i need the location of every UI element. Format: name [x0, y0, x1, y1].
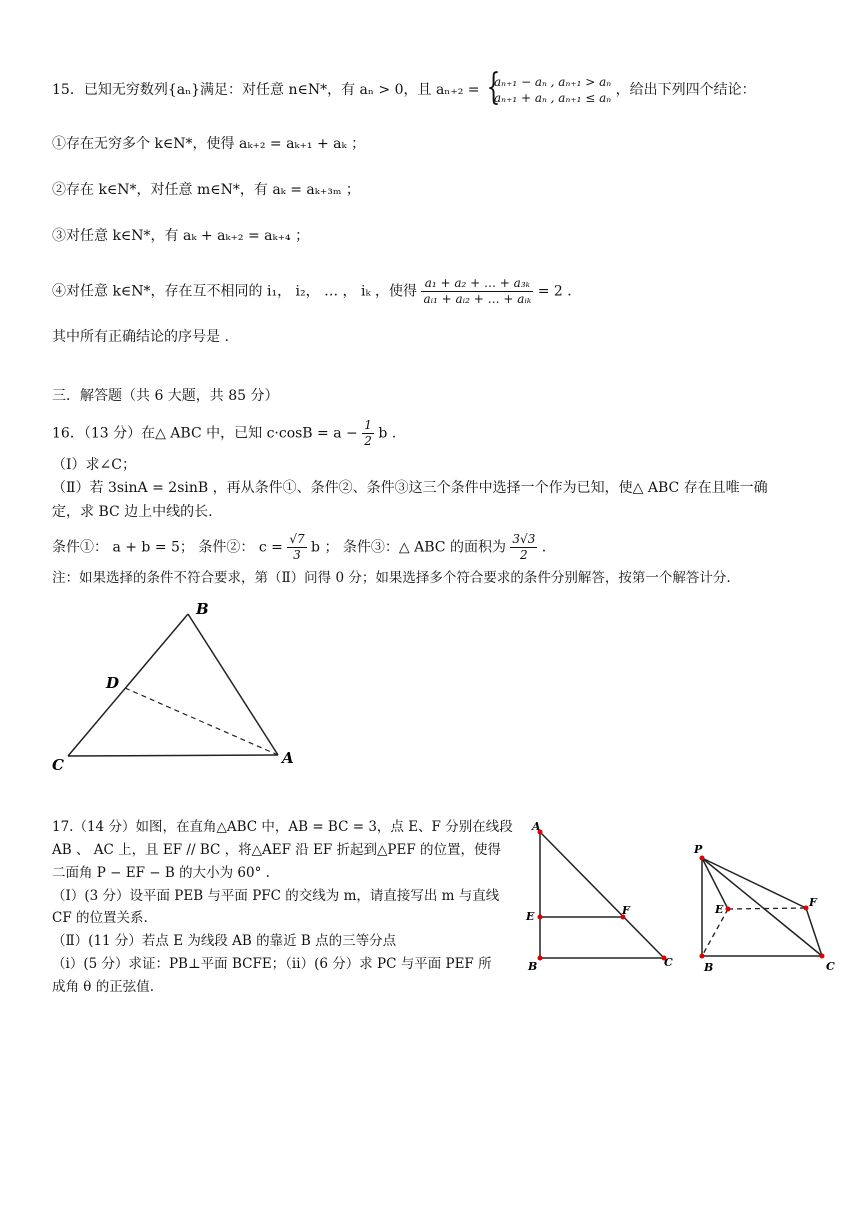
q17-line4: （Ⅰ）(3 分）设平面 PEB 与平面 PFC 的交线为 m，请直接写出 m 与直线 [52, 888, 500, 904]
q15-c4-post: = 2 . [537, 283, 572, 300]
q16-cond2-num: √7 [289, 532, 305, 546]
q15-c4-denominator: aᵢ₁ + aᵢ₂ + … + aᵢₖ [423, 292, 532, 306]
q15-conclusion-3: ③对任意 k∈N*，有 aₖ + aₖ₊₂ = aₖ₊₄ ； [52, 228, 310, 244]
q16-part1: （Ⅰ）求∠C； [52, 457, 136, 473]
q16-cond2-den: 3 [293, 548, 301, 562]
q15-conclusion-1: ①存在无穷多个 k∈N*，使得 aₖ₊₂ = aₖ₊₁ + aₖ ； [52, 136, 366, 152]
q16-triangle-figure [40, 600, 310, 780]
q15-c4-pre: ④对任意 k∈N*，存在互不相同的 i₁， i₂， … ， iₖ ，使得 [52, 283, 418, 300]
q17-line6: （Ⅱ）(11 分）若点 E 为线段 AB 的靠近 B 点的三等分点 [52, 933, 397, 949]
q17-line5: CF 的位置关系. [52, 910, 148, 926]
q16-cond-a: 条件①： a + b = 5； 条件②： c = [52, 539, 283, 556]
label-c: C [664, 956, 673, 969]
q15-case2: aₙ₊₁ + aₙ , aₙ₊₁ ≤ aₙ [494, 91, 612, 105]
q15-case1: { aₙ₊₁ − aₙ , aₙ₊₁ > aₙ [494, 75, 612, 89]
q17-figure-flat [522, 818, 682, 978]
q17-figure-folded [690, 840, 850, 980]
q15-intro: 15．已知无穷数列{aₙ}满足：对任意 n∈N*，有 aₙ > 0，且 aₙ₊₂ = [52, 82, 480, 98]
q15-stem [52, 74, 756, 106]
side-ac [540, 832, 664, 958]
edge-ef [728, 908, 806, 909]
q16-half-den: 2 [364, 434, 372, 448]
point-e [726, 907, 731, 912]
label-b: B [528, 960, 538, 973]
point-c [820, 954, 825, 959]
label-f: F [622, 904, 630, 917]
label-a: A [532, 820, 541, 833]
label-c: C [826, 960, 835, 973]
q16-half [362, 418, 374, 449]
point-b [538, 956, 543, 961]
q17-line2: AB 、 AC 上，且 EF // BC ，将△AEF 沿 EF 折起到△PEF 的位置，使得 [52, 842, 502, 858]
q16-part2-line1: （Ⅱ）若 3sinA = 2sinB ，再从条件①、条件②、条件③这三个条件中选择一个作为已知，使△ ABC 存在且唯一确 [52, 480, 768, 496]
label-p: P [694, 843, 703, 856]
q16-cond3-num: 3√3 [512, 532, 536, 546]
label-f: F [809, 896, 817, 909]
label-b: B [196, 600, 209, 618]
q17-line3: 二面角 P − EF − B 的大小为 60° . [52, 865, 270, 881]
section-heading: 三．解答题（共 6 大题，共 85 分） [52, 388, 279, 404]
side-ba [188, 614, 278, 755]
side-ca [68, 755, 278, 756]
point-p [700, 856, 705, 861]
label-b: B [704, 961, 714, 974]
edge-pe [702, 858, 728, 909]
label-e: E [526, 910, 535, 923]
q16-stem [52, 418, 396, 449]
q16-cond2-fraction [287, 532, 306, 563]
edge-eb [702, 909, 728, 956]
point-f [804, 906, 809, 911]
q17-line8: 成角 θ 的正弦值. [52, 979, 155, 995]
q15-c4-fraction [421, 276, 533, 307]
q15-ask: 其中所有正确结论的序号是 . [52, 329, 229, 345]
q15-tail: ，给出下列四个结论： [615, 82, 756, 98]
label-a: A [282, 749, 294, 767]
q15-conclusion-4 [52, 276, 572, 307]
q16-cond3-fraction [510, 532, 537, 563]
q17-line1: 17.（14 分）如图，在直角△ABC 中，AB = BC = 3，点 E、F 分别在线段 [52, 819, 513, 835]
label-e: E [715, 903, 724, 916]
q15-conclusion-2: ②存在 k∈N*，对任意 m∈N*，有 aₖ = aₖ₊₃ₘ ； [52, 182, 360, 198]
q16-part2-line2: 定，求 BC 边上中线的长. [52, 504, 213, 520]
q16-conditions [52, 532, 546, 563]
q16-l1-post: b . [378, 425, 397, 442]
point-b [700, 954, 705, 959]
q15-piecewise [484, 74, 611, 106]
point-e [538, 915, 543, 920]
q16-half-num: 1 [364, 418, 372, 432]
median-ad [125, 688, 278, 755]
label-d: D [106, 674, 120, 692]
q16-cond3-den: 2 [520, 548, 528, 562]
q16-cond-c: . [541, 539, 547, 556]
label-c: C [52, 756, 64, 774]
q17-line7: （ⅰ）(5 分）求证：PB⊥平面 BCFE；（ⅱ）(6 分）求 PC 与平面 PEF 所 [52, 956, 492, 972]
side-cb [68, 614, 188, 756]
q15-c4-numerator: a₁ + a₂ + … + a₃ₖ [421, 276, 533, 292]
q16-cond-b: b ； 条件③：△ ABC 的面积为 [311, 539, 506, 556]
q16-l1-pre: 16．（13 分）在△ ABC 中，已知 c·cosB = a − [52, 425, 358, 442]
q16-note: 注：如果选择的条件不符合要求，第（Ⅱ）问得 0 分；如果选择多个符合要求的条件分别解答，按第一个解答计分. [52, 570, 731, 586]
